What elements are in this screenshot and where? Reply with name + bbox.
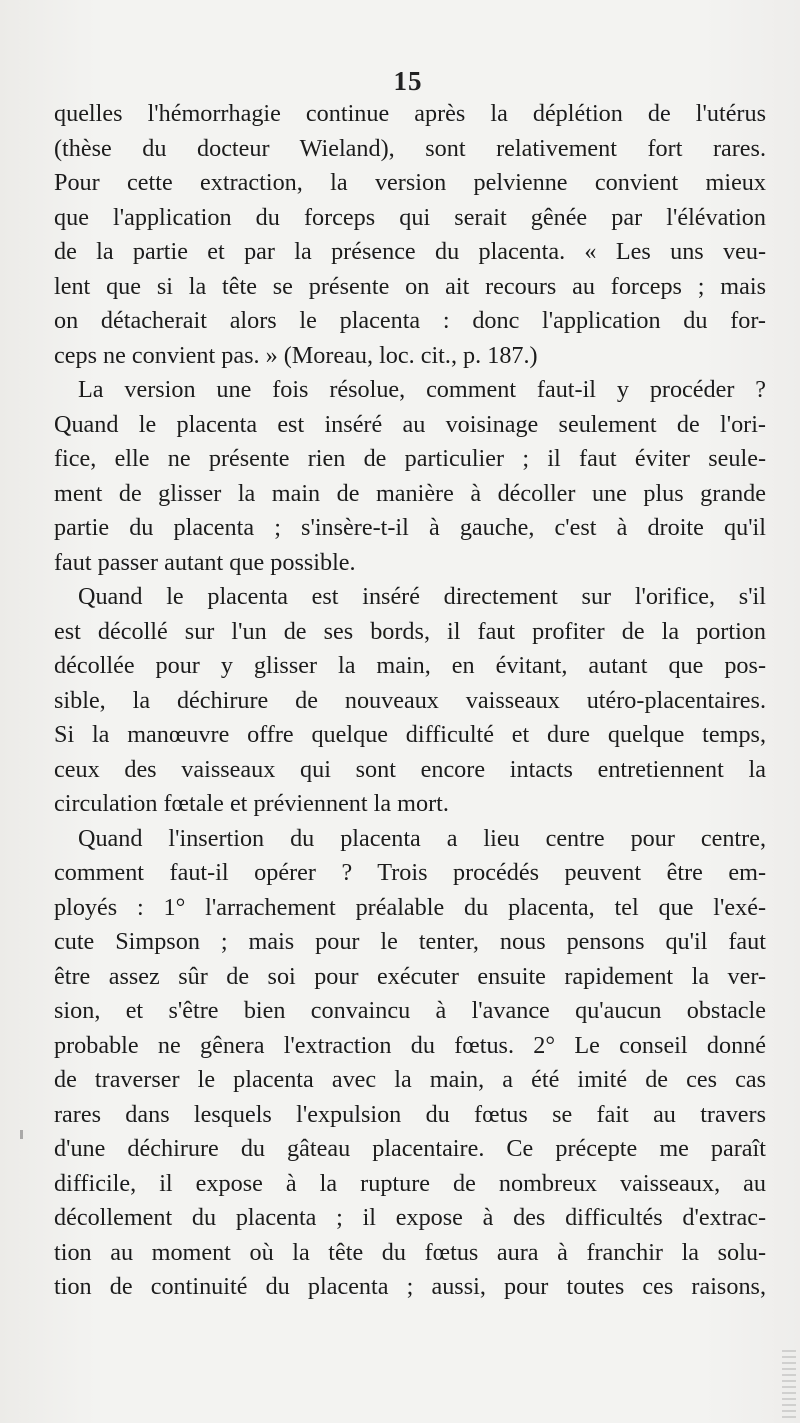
text-line: Si la manœuvre offre quelque difficulté et dure quelque temps, [54, 721, 766, 748]
text-line: ment de glisser la main de manière à décoller une plus grande [54, 479, 766, 507]
text-line: comment faut-il opérer ? Trois procédés peuvent être em- [54, 859, 766, 886]
text-line: Pour cette extraction, la version pelvienne convient mieux [54, 169, 766, 196]
text-line: Quand le placenta est inséré au voisinage seulement de l'ori- [54, 410, 766, 438]
text-line: d'une déchirure du gâteau placentaire. Ce précepte me paraît [54, 1135, 766, 1162]
text-line: probable ne gênera l'extraction du fœtus. 2° Le conseil donné [54, 1031, 766, 1059]
page-edge-blemish [20, 1130, 23, 1139]
text-line: tion au moment où la tête du fœtus aura à franchir la solu- [54, 1238, 766, 1266]
text-line: de la partie et par la présence du placenta. « Les uns veu- [54, 238, 766, 265]
page-number: 15 [393, 66, 423, 96]
text-line: sible, la déchirure de nouveaux vaisseaux utéro-placentaires. [54, 686, 766, 714]
body-text [54, 97, 766, 1305]
text-line: on détacherait alors le placenta : donc l'application du for- [54, 307, 766, 334]
text-line: difficile, il expose à la rupture de nombreux vaisseaux, au [54, 1169, 766, 1197]
text-line: circulation fœtale et préviennent la mort. [54, 790, 449, 817]
text-line: décollée pour y glisser la main, en évitant, autant que pos- [54, 652, 766, 679]
text-line: faut passer autant que possible. [54, 548, 356, 576]
text-line: ployés : 1° l'arrachement préalable du placenta, tel que l'exé- [54, 893, 766, 921]
text-line: Quand l'insertion du placenta a lieu centre pour centre, [78, 824, 766, 852]
text-line: de traverser le placenta avec la main, a été imité de ces cas [54, 1066, 766, 1093]
text-line: partie du placenta ; s'insère-t-il à gauche, c'est à droite qu'il [54, 514, 766, 541]
text-line: décollement du placenta ; il expose à des difficultés d'extrac- [54, 1204, 766, 1231]
text-line: ceps ne convient pas. » (Moreau, loc. cit., p. 187.) [54, 341, 538, 369]
text-line: Quand le placenta est inséré directement sur l'orifice, s'il [78, 583, 766, 610]
text-line: tion de continuité du placenta ; aussi, pour toutes ces raisons, [54, 1273, 766, 1300]
text-line: sion, et s'être bien convaincu à l'avance qu'aucun obstacle [54, 997, 766, 1024]
text-line: (thèse du docteur Wieland), sont relativement fort rares. [54, 134, 766, 162]
text-line: quelles l'hémorrhagie continue après la déplétion de l'utérus [54, 100, 766, 127]
text-line: ceux des vaisseaux qui sont encore intacts entretiennent la [54, 755, 766, 783]
margin-scan-artifact [782, 1350, 796, 1420]
text-line: rares dans lesquels l'expulsion du fœtus se fait au travers [54, 1100, 766, 1128]
text-line: que l'application du forceps qui serait gênée par l'élévation [54, 203, 766, 231]
text-line: La version une fois résolue, comment faut-il y procéder ? [78, 376, 766, 403]
text-line: est décollé sur l'un de ses bords, il faut profiter de la portion [54, 617, 766, 645]
text-line: cute Simpson ; mais pour le tenter, nous pensons qu'il faut [54, 928, 766, 955]
text-line: être assez sûr de soi pour exécuter ensuite rapidement la ver- [54, 962, 766, 990]
text-line: fice, elle ne présente rien de particulier ; il faut éviter seule- [54, 445, 766, 472]
text-line: lent que si la tête se présente on ait recours au forceps ; mais [54, 272, 766, 300]
